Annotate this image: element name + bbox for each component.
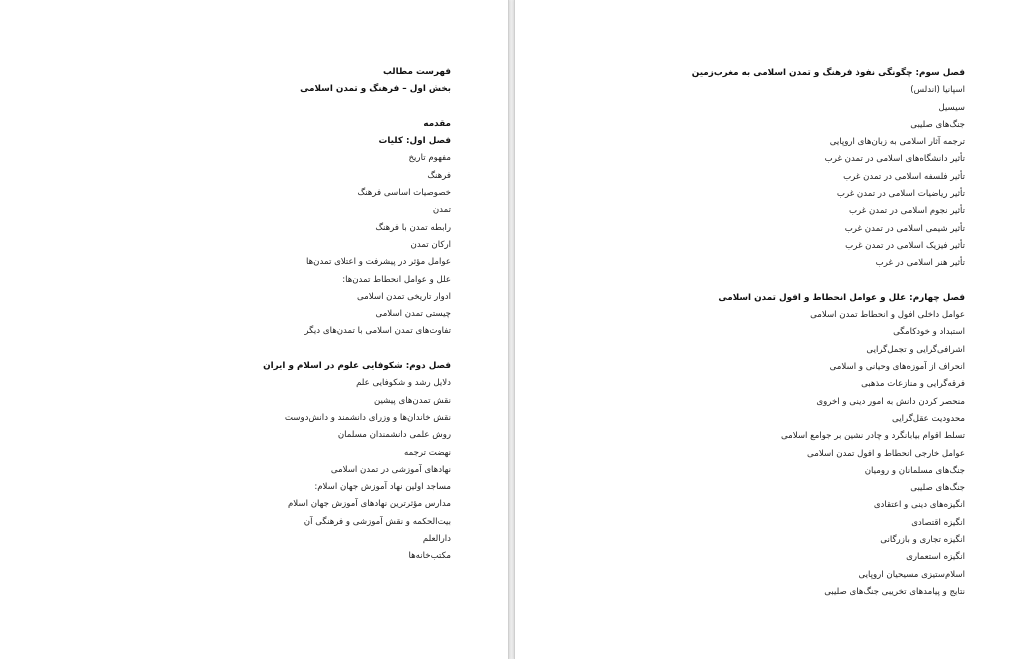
chapter3-heading: فصل سوم: چگونگی نفوذ فرهنگ و تمدن اسلامی به مغرب‌زمین bbox=[691, 68, 965, 78]
toc-item: تأثیر نجوم اسلامی در تمدن غرب bbox=[848, 206, 965, 217]
toc-right-column bbox=[635, 65, 965, 601]
toc-item: ادوار تاریخی تمدن اسلامی bbox=[356, 291, 451, 302]
part-title: بخش اول – فرهنگ و تمدن اسلامی bbox=[300, 84, 451, 95]
toc-item: انگیزه اقتصادی bbox=[911, 517, 965, 528]
toc-title: فهرست مطالب bbox=[383, 67, 451, 77]
toc-item: تأثیر هنر اسلامی در غرب bbox=[875, 258, 965, 269]
toc-item: جنگ‌های مسلمانان و رومیان bbox=[864, 465, 965, 476]
toc-item: اشرافی‌گرایی و تجمل‌گرایی bbox=[866, 344, 965, 355]
toc-item: عوامل مؤثر در پیشرفت و اعتلای تمدن‌ها bbox=[306, 257, 451, 268]
spacer bbox=[635, 273, 965, 290]
page-right[interactable] bbox=[514, 0, 1024, 659]
toc-item: تأثیر ریاضیات اسلامی در تمدن غرب bbox=[836, 189, 965, 200]
toc-item: نتایج و پیامدهای تخریبی جنگ‌های صلیبی bbox=[824, 586, 965, 597]
toc-item: فرقه‌گرایی و منازعات مذهبی bbox=[861, 379, 965, 390]
toc-item: تأثیر شیمی اسلامی در تمدن غرب bbox=[844, 223, 965, 234]
toc-item: ترجمه آثار اسلامی به زبان‌های اروپایی bbox=[829, 137, 965, 148]
toc-item: رابطه تمدن با فرهنگ bbox=[375, 222, 451, 233]
toc-item: تأثیر فلسفه اسلامی در تمدن غرب bbox=[843, 171, 965, 182]
toc-item: دارالعلم bbox=[422, 534, 451, 545]
toc-left-column bbox=[151, 64, 451, 566]
toc-item: نقش تمدن‌های پیشین bbox=[373, 395, 451, 406]
toc-item: منحصر کردن دانش به امور دینی و اخروی bbox=[816, 396, 965, 407]
toc-item: بیت‌الحکمه و نقش آموزشی و فرهنگی آن bbox=[303, 516, 451, 527]
toc-item: مفهوم تاریخ bbox=[408, 153, 451, 164]
chapter1-heading: فصل اول: کلیات bbox=[378, 136, 451, 147]
toc-item: انگیزه استعماری bbox=[906, 552, 965, 563]
toc-item: مساجد اولین نهاد آموزش جهان اسلام: bbox=[314, 482, 451, 493]
toc-item: نقش خاندان‌ها و وزرای دانشمند و دانش‌دوست bbox=[284, 412, 451, 423]
toc-item: جنگ‌های صلیبی bbox=[910, 483, 965, 494]
spacer bbox=[151, 99, 451, 116]
toc-item: استبداد و خودکامگی bbox=[893, 327, 965, 338]
toc-item: ارکان تمدن bbox=[410, 239, 451, 250]
toc-item: نهضت ترجمه bbox=[404, 447, 451, 458]
toc-item: محدودیت عقل‌گرایی bbox=[892, 413, 965, 424]
toc-item: تأثیر دانشگاه‌های اسلامی در تمدن غرب bbox=[824, 154, 965, 165]
toc-item: عوامل داخلی افول و انحطاط تمدن اسلامی bbox=[810, 310, 965, 321]
toc-item: سیسیل bbox=[938, 102, 965, 113]
toc-item: انگیزه تجاری و بازرگانی bbox=[880, 535, 965, 546]
intro-heading: مقدمه bbox=[423, 118, 451, 129]
chapter4-heading: فصل چهارم: علل و عوامل انحطاط و افول تمدن اسلامی bbox=[718, 292, 965, 303]
toc-item: تسلط اقوام بیابانگرد و چادر نشین بر جوامع اسلامی bbox=[780, 431, 965, 442]
toc-item: اسپانیا (اندلس) bbox=[910, 85, 965, 96]
toc-item: نهادهای آموزشی در تمدن اسلامی bbox=[330, 464, 451, 475]
toc-item: جنگ‌های صلیبی bbox=[910, 119, 965, 130]
page-left[interactable] bbox=[0, 0, 509, 659]
spacer bbox=[151, 341, 451, 358]
toc-item: عوامل خارجی انحطاط و افول تمدن اسلامی bbox=[807, 448, 965, 459]
toc-item: تأثیر فیزیک اسلامی در تمدن غرب bbox=[845, 240, 965, 251]
toc-item: دلایل رشد و شکوفایی علم bbox=[356, 378, 451, 389]
toc-item: انگیزه‌های دینی و اعتقادی bbox=[873, 500, 965, 511]
toc-item: علل و عوامل انحطاط تمدن‌ها: bbox=[342, 274, 451, 285]
toc-item: انحراف از آموزه‌های وحیانی و اسلامی bbox=[829, 362, 965, 373]
toc-item: تمدن bbox=[432, 205, 451, 216]
chapter2-heading: فصل دوم: شکوفایی علوم در اسلام و ایران bbox=[263, 361, 451, 372]
toc-item: مدارس مؤثرترین نهادهای آموزش جهان اسلام bbox=[287, 499, 451, 510]
toc-item: روش علمی دانشمندان مسلمان bbox=[337, 430, 451, 441]
toc-item: تفاوت‌های تمدن اسلامی با تمدن‌های دیگر bbox=[304, 326, 451, 337]
toc-item: فرهنگ bbox=[427, 170, 451, 181]
toc-item: مکتب‌خانه‌ها bbox=[408, 551, 451, 562]
toc-item: چیستی تمدن اسلامی bbox=[375, 309, 451, 320]
toc-item: اسلام‌ستیزی مسیحیان اروپایی bbox=[858, 569, 965, 580]
toc-item: خصوصیات اساسی فرهنگ bbox=[357, 188, 451, 199]
